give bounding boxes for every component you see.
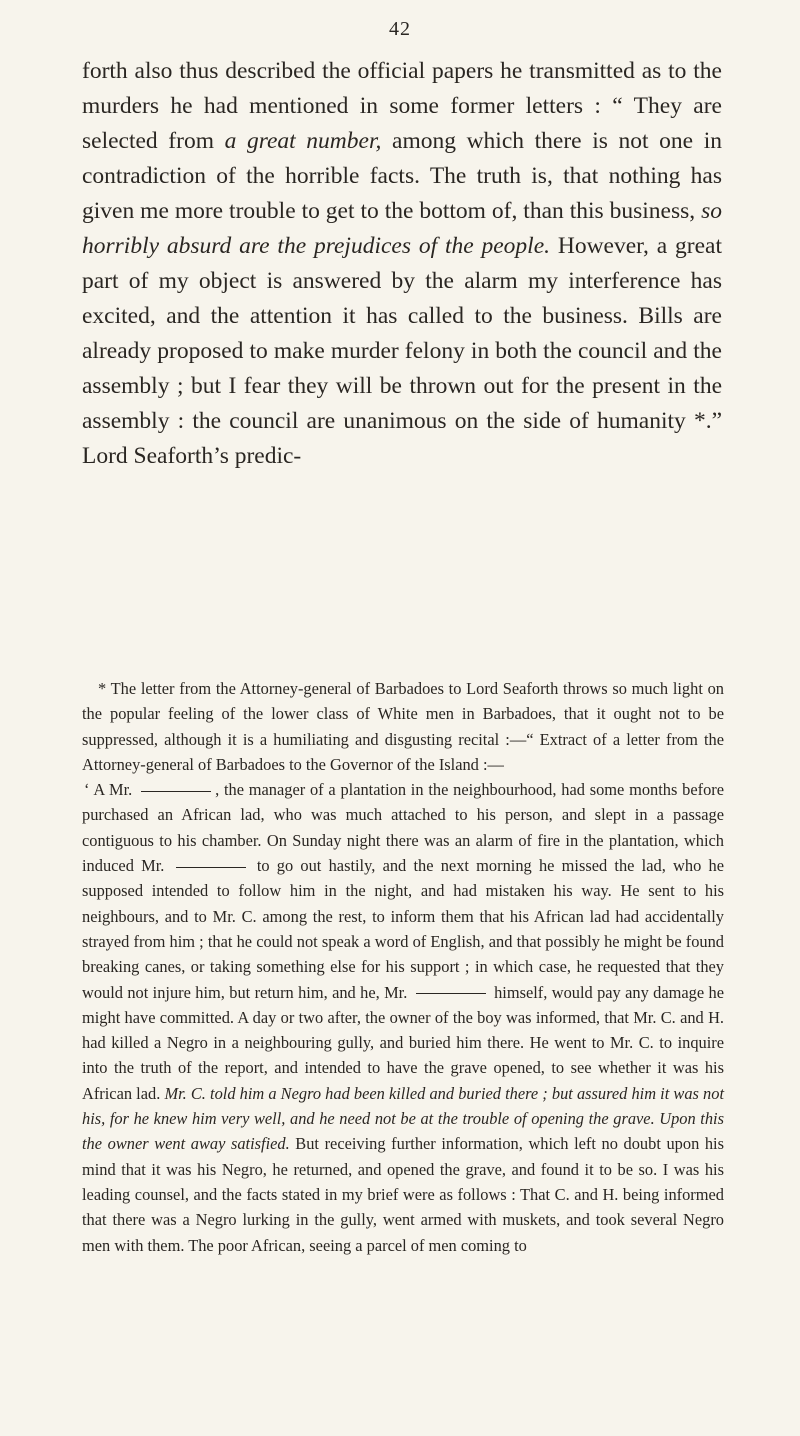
footnote-text: But receiving further information, which left no doubt upon his mind that it was his Negro, he returned, and opened the grave, and found it to be so. I was his leading counsel, and the facts stated in my brief were as follows : That C. and H. being informed that there was a Negro lurking in the gully, went armed with muskets, and took several Negro men with them. The poor African, seeing a parcel of men coming to [82, 1134, 724, 1255]
footnote-intro: * The letter from the Attorney-general of Barbadoes to Lord Seaforth throws so much light on the popular feeling of the lower class of White men in Barbadoes, that it ought not to be suppressed, although it is a humiliating and disgusting recital :—“ Extract of a letter from the Attorney-general of Barbadoes to the Governor of the Island :— [82, 679, 724, 774]
footnote-quote [82, 777, 724, 1258]
name-dash [416, 993, 486, 994]
quote-emphasis: a great number, [224, 128, 382, 154]
quote-emphasis: so horribly absurd are the prejudices of the people. [82, 198, 722, 259]
footnote-text: to go out hastily, and the next morning he missed the lad, who he supposed intended to follow him in the night, and had mistaken his way. He sent to his neighbours, and to Mr. C. among the rest, to inform them that his African lad had accidentally strayed from him ; that he could not speak a word of English, and that possibly he might be found breaking canes, or taking something else for his support ; in which case, he requested that they would not injure him, but return him, and he, Mr. [82, 856, 724, 1002]
main-text [82, 54, 722, 474]
name-dash [141, 791, 211, 792]
quote-text: However, a great part of my object is answered by the alarm my interference has excited, and the attention it has called to the business. Bills are already proposed to make murder felony in both the council and the assembly ; but I fear they will be thrown out for the present in the assembly : the council are unanimous on the side of humanity *.” Lord Seaforth’s predic- [82, 233, 722, 469]
opening-text: forth also thus described the official papers he transmitted as to the murders he had mentioned in some former letters : [82, 58, 722, 119]
main-paragraph [82, 54, 722, 474]
name-dash [176, 867, 246, 868]
footnote-text: ‘ A Mr. [84, 780, 133, 800]
quote-text: “ They are selected from [82, 93, 722, 154]
footnote [82, 676, 724, 1258]
quote-text: among which there is not one in contradiction of the horrible facts. The truth is, that nothing has given me more trouble to get to the bottom of, than this business, [82, 128, 722, 224]
footnote-emphasis: Mr. C. told him a Negro had been killed and buried there ; but assured him it was not his, for he knew him very well, and he need not be at the trouble of opening the grave. Upon this the owner went away satisfied. [82, 1083, 724, 1154]
footnote-text: , the manager of a plantation in the neighbourhood, had some months before purchased an African lad, who was much attached to his person, and slept in a passage contiguous to his chamber. On Sunday night there was an alarm of fire in the plantation, which induced Mr. [82, 780, 724, 876]
page-number: 42 [389, 18, 411, 40]
footnote-text: himself, would pay any damage he might have committed. A day or two after, the owner of the boy was informed, that Mr. C. and H. had killed a Negro in a neighbouring gully, and buried him there. He went to Mr. C. to inquire into the truth of the report, and intended to have the grave opened, to see whether it was his African lad. [82, 982, 724, 1103]
